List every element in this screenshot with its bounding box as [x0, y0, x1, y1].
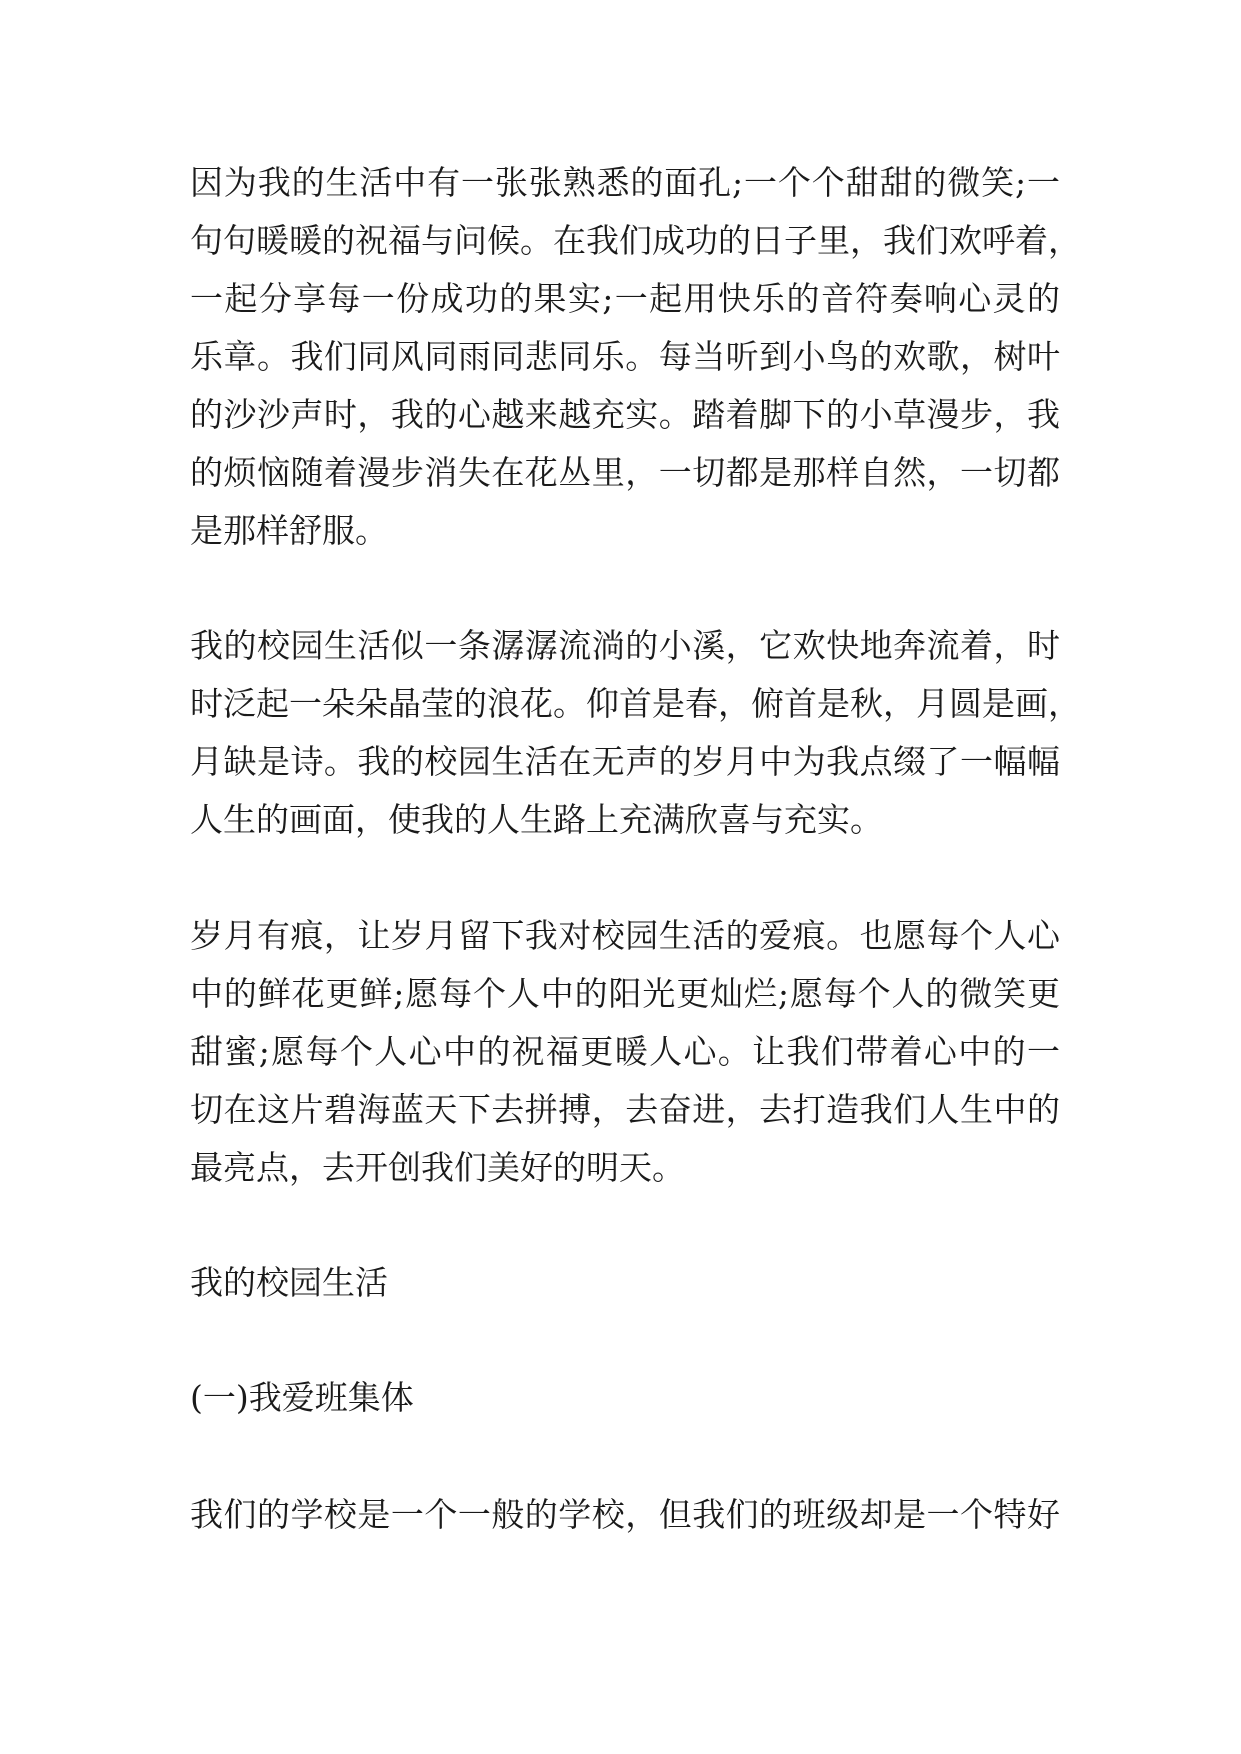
paragraph-line: 人生的画面，使我的人生路上充满欣喜与充实。	[190, 800, 883, 839]
paragraph-line: 甜蜜;愿每个人心中的祝福更暖人心。让我们带着心中的一	[190, 1032, 1060, 1071]
heading-text: 我的校园生活	[190, 1263, 388, 1302]
paragraph-line: 切在这片碧海蓝天下去拼搏，去奋进，去打造我们人生中的	[190, 1090, 1060, 1129]
paragraph-line: 岁月有痕，让岁月留下我对校园生活的爱痕。也愿每个人心	[190, 916, 1060, 955]
paragraph-line: 最亮点，去开创我们美好的明天。	[190, 1148, 685, 1187]
paragraph-line: 因为我的生活中有一张张熟悉的面孔;一个个甜甜的微笑;一	[190, 163, 1060, 202]
paragraph-line: 中的鲜花更鲜;愿每个人中的阳光更灿烂;愿每个人的微笑更	[190, 974, 1060, 1013]
paragraph-line: 月缺是诗。我的校园生活在无声的岁月中为我点缀了一幅幅	[190, 742, 1060, 781]
paragraph-line: 的烦恼随着漫步消失在花丛里，一切都是那样自然，一切都	[190, 453, 1060, 492]
paragraph-line: 时泛起一朵朵晶莹的浪花。仰首是春，俯首是秋，月圆是画，	[190, 684, 1081, 723]
paragraph-line: 句句暖暖的祝福与问候。在我们成功的日子里，我们欢呼着，	[190, 221, 1081, 260]
subheading-text: (一)我爱班集体	[190, 1378, 414, 1417]
paragraph-line: 我们的学校是一个一般的学校，但我们的班级却是一个特好	[190, 1495, 1060, 1534]
paragraph-line: 乐章。我们同风同雨同悲同乐。每当听到小鸟的欢歌，树叶	[190, 337, 1060, 376]
paragraph-line: 是那样舒服。	[190, 511, 388, 550]
paragraph-line: 一起分享每一份成功的果实;一起用快乐的音符奏响心灵的	[190, 279, 1060, 318]
paragraph-line: 的沙沙声时，我的心越来越充实。踏着脚下的小草漫步，我	[190, 395, 1060, 434]
paragraph-line: 我的校园生活似一条潺潺流淌的小溪，它欢快地奔流着，时	[190, 626, 1060, 665]
